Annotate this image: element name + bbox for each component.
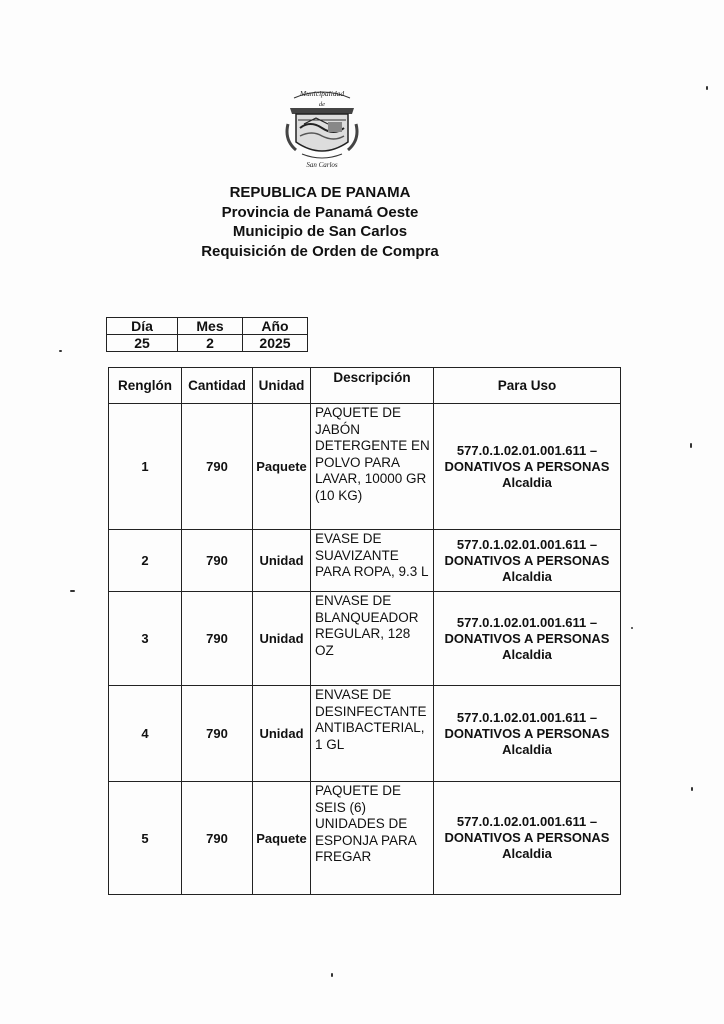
cell-unidad: Paquete: [253, 404, 311, 530]
province-title: Provincia de Panamá Oeste: [221, 203, 419, 221]
scan-speck: [706, 86, 708, 90]
date-values-row: [107, 335, 308, 352]
header-cantidad: Cantidad: [182, 368, 253, 404]
date-value-day: 25: [107, 335, 178, 352]
cell-descripcion: ENVASE DE DESINFECTANTE ANTIBACTERIAL, 1 GL: [311, 686, 434, 782]
header-unidad: Unidad: [253, 368, 311, 404]
scan-speck: [631, 627, 633, 629]
table-row: [109, 592, 621, 686]
date-value-year: 2025: [243, 335, 308, 352]
cell-descripcion: PAQUETE DE JABÓN DETERGENTE EN POLVO PARA LAVAR, 10000 GR (10 KG): [311, 404, 434, 530]
items-header-row: [109, 368, 621, 404]
cell-renglon: 2: [109, 530, 182, 592]
cell-cantidad: 790: [182, 592, 253, 686]
document-title: Requisición de Orden de Compra: [201, 242, 439, 260]
table-row: [109, 782, 621, 895]
svg-text:Municipalidad: Municipalidad: [299, 89, 345, 98]
date-labels-row: [107, 318, 308, 335]
header-para-uso: Para Uso: [434, 368, 621, 404]
cell-renglon: 3: [109, 592, 182, 686]
document-header: [160, 183, 480, 261]
cell-unidad: Unidad: [253, 530, 311, 592]
svg-text:San Carlos: San Carlos: [306, 161, 338, 169]
cell-renglon: 1: [109, 404, 182, 530]
cell-descripcion: EVASE DE SUAVIZANTE PARA ROPA, 9.3 L: [311, 530, 434, 592]
cell-cantidad: 790: [182, 782, 253, 895]
cell-para-uso: 577.0.1.02.01.001.611 – DONATIVOS A PERSONAS Alcaldia: [434, 530, 621, 592]
scan-speck: [59, 350, 62, 352]
cell-para-uso: 577.0.1.02.01.001.611 – DONATIVOS A PERSONAS Alcaldia: [434, 782, 621, 895]
scan-speck: [70, 590, 75, 592]
svg-text:de: de: [318, 101, 326, 108]
items-table: [108, 367, 621, 895]
scan-speck: [331, 973, 333, 977]
country-title: REPUBLICA DE PANAMA: [229, 184, 411, 201]
date-label-month: Mes: [178, 318, 243, 335]
cell-renglon: 5: [109, 782, 182, 895]
date-label-day: Día: [107, 318, 178, 335]
scan-speck: [691, 787, 693, 791]
municipal-seal-logo: [276, 84, 368, 172]
cell-cantidad: 790: [182, 404, 253, 530]
date-label-year: Año: [243, 318, 308, 335]
cell-unidad: Unidad: [253, 592, 311, 686]
cell-para-uso: 577.0.1.02.01.001.611 – DONATIVOS A PERSONAS Alcaldia: [434, 404, 621, 530]
scan-speck: [690, 443, 692, 448]
cell-para-uso: 577.0.1.02.01.001.611 – DONATIVOS A PERSONAS Alcaldia: [434, 686, 621, 782]
cell-cantidad: 790: [182, 530, 253, 592]
cell-descripcion: ENVASE DE BLANQUEADOR REGULAR, 128 OZ: [311, 592, 434, 686]
table-row: [109, 686, 621, 782]
header-renglon: Renglón: [109, 368, 182, 404]
cell-descripcion: PAQUETE DE SEIS (6) UNIDADES DE ESPONJA PARA FREGAR: [311, 782, 434, 895]
table-row: [109, 530, 621, 592]
cell-renglon: 4: [109, 686, 182, 782]
cell-unidad: Unidad: [253, 686, 311, 782]
cell-unidad: Paquete: [253, 782, 311, 895]
cell-para-uso: 577.0.1.02.01.001.611 – DONATIVOS A PERSONAS Alcaldia: [434, 592, 621, 686]
date-table: [106, 317, 308, 352]
date-value-month: 2: [178, 335, 243, 352]
municipality-title: Municipio de San Carlos: [232, 223, 408, 240]
cell-cantidad: 790: [182, 686, 253, 782]
header-descripcion: Descripción: [311, 368, 434, 404]
table-row: [109, 404, 621, 530]
